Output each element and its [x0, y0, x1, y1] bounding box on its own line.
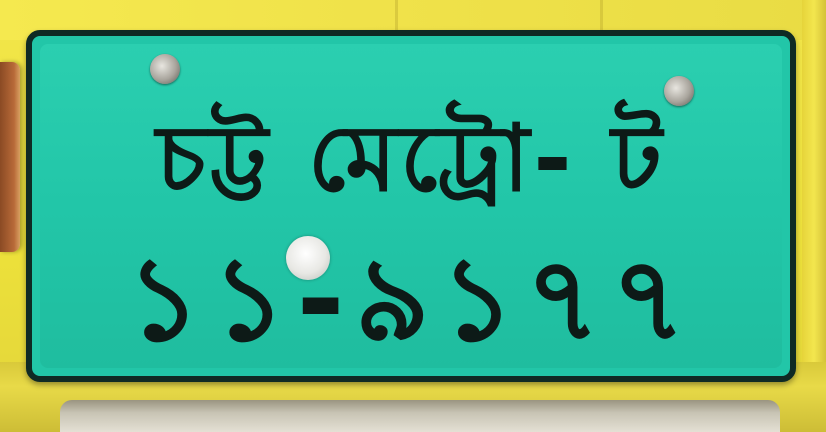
plate-rivet-right: [664, 76, 694, 106]
plate-registration-area: চট্ট মেট্রো- ট: [156, 105, 666, 212]
plate-registration-number: ১১-৯১৭৭: [125, 232, 697, 367]
bumper-insert: [60, 400, 780, 432]
license-plate: [26, 30, 796, 382]
plate-rivet-left: [150, 54, 180, 84]
left-light-bracket: [0, 62, 20, 252]
